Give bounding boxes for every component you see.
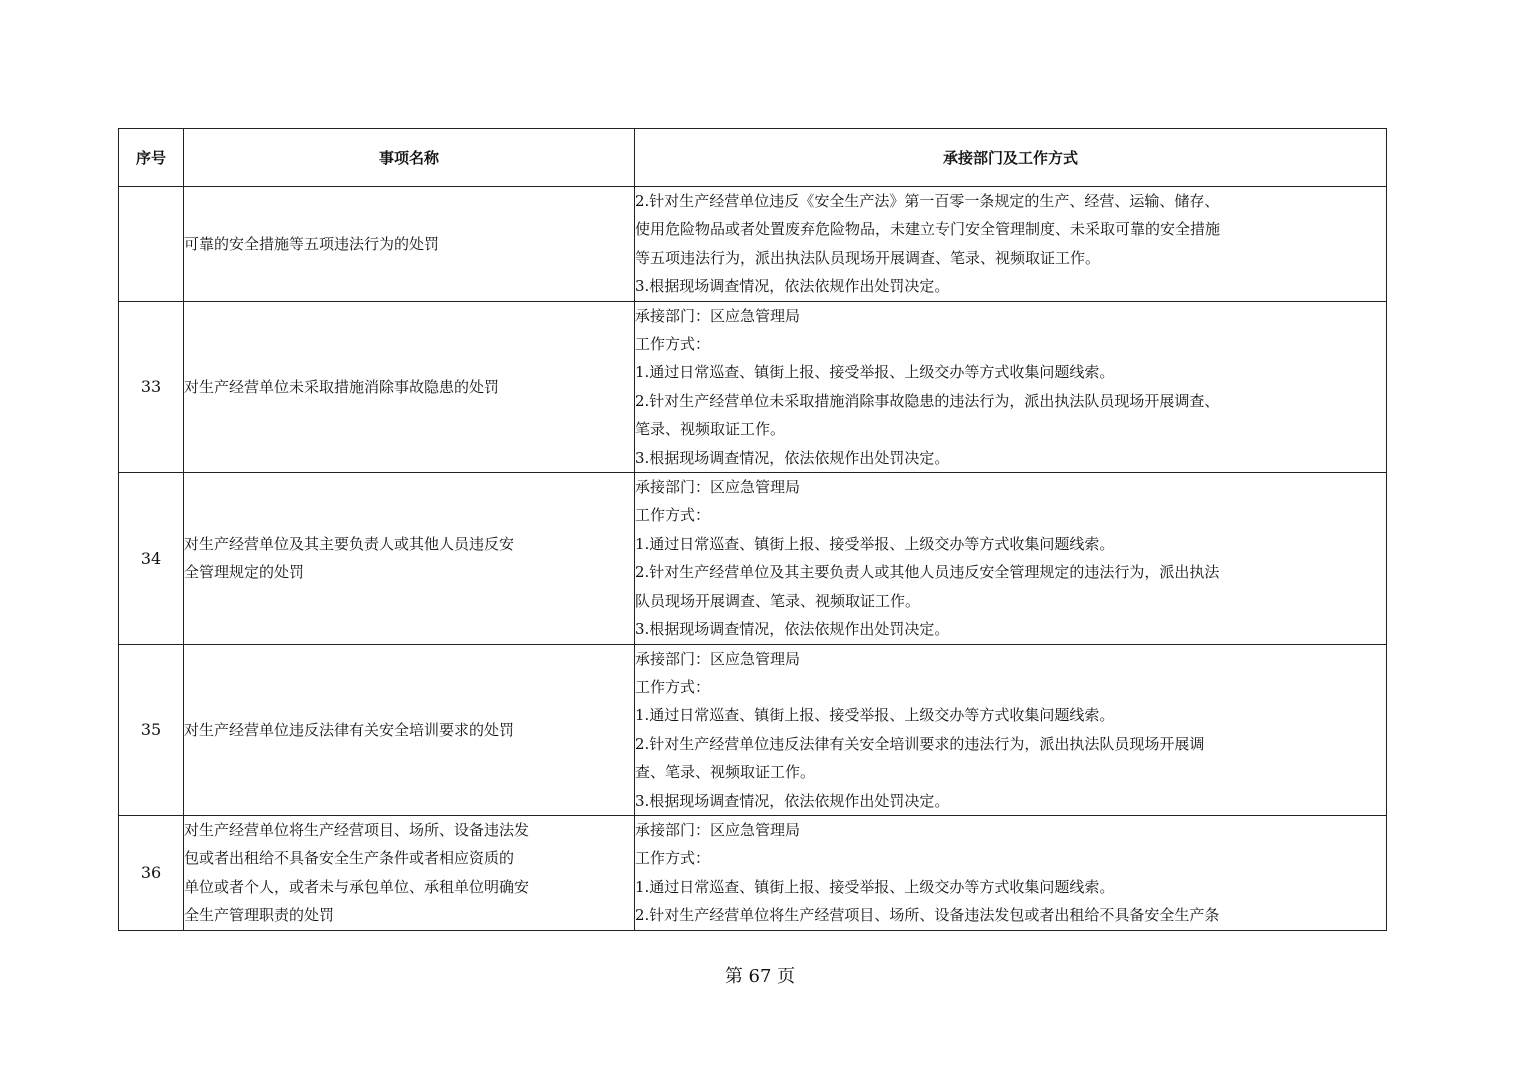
item-name-cell [184, 301, 635, 472]
method-line: 等五项违法行为，派出执法队员现场开展调查、笔录、视频取证工作。 [635, 248, 1101, 267]
method-line: 承接部门：区应急管理局 [635, 820, 801, 839]
method-line: 2.针对生产经营单位及其主要负责人或其他人员违反安全管理规定的违法行为，派出执法 [635, 563, 1220, 582]
method-line: 3.根据现场调查情况，依法依规作出处罚决定。 [635, 620, 950, 639]
method-line: 3.根据现场调查情况，依法依规作出处罚决定。 [635, 277, 950, 296]
serial-cell: 35 [119, 644, 184, 815]
serial-cell: 36 [119, 815, 184, 930]
serial-cell: 34 [119, 473, 184, 644]
item-name-cell [184, 473, 635, 644]
method-line: 1.通过日常巡查、镇街上报、接受举报、上级交办等方式收集问题线索。 [635, 706, 1115, 725]
item-name-cell [184, 187, 635, 302]
method-line: 3.根据现场调查情况，依法依规作出处罚决定。 [635, 791, 950, 810]
item-name-line: 对生产经营单位及其主要负责人或其他人员违反安 [184, 534, 515, 553]
item-name-line: 对生产经营单位将生产经营项目、场所、设备违法发 [184, 820, 530, 839]
method-cell [635, 187, 1387, 302]
item-name-line: 包或者出租给不具备安全生产条件或者相应资质的 [184, 849, 515, 868]
method-line: 工作方式： [635, 335, 711, 354]
method-line: 2.针对生产经营单位将生产经营项目、场所、设备违法发包或者出租给不具备安全生产条 [635, 906, 1220, 925]
item-name-line: 可靠的安全措施等五项违法行为的处罚 [184, 234, 440, 253]
method-line: 笔录、视频取证工作。 [635, 420, 786, 439]
page-number: 第 67 页 [724, 966, 796, 987]
item-name-line: 单位或者个人，或者未与承包单位、承租单位明确安 [184, 877, 530, 896]
header-item-name: 事项名称 [184, 129, 635, 187]
method-line: 1.通过日常巡查、镇街上报、接受举报、上级交办等方式收集问题线索。 [635, 877, 1115, 896]
item-name-line: 全生产管理职责的处罚 [184, 906, 335, 925]
method-line: 查、笔录、视频取证工作。 [635, 763, 816, 782]
method-cell [635, 473, 1387, 644]
method-cell [635, 301, 1387, 472]
method-line: 承接部门：区应急管理局 [635, 306, 801, 325]
method-line: 工作方式： [635, 506, 711, 525]
method-line: 工作方式： [635, 849, 711, 868]
header-serial: 序号 [119, 129, 184, 187]
method-line: 2.针对生产经营单位违反《安全生产法》第一百零一条规定的生产、经营、运输、储存、 [635, 192, 1220, 210]
item-name-cell [184, 644, 635, 815]
table-row [119, 187, 1387, 302]
method-line: 承接部门：区应急管理局 [635, 649, 801, 668]
method-line: 使用危险物品或者处置废弃危险物品，未建立专门安全管理制度、未采取可靠的安全措施 [635, 220, 1221, 239]
header-dept-method: 承接部门及工作方式 [635, 129, 1387, 187]
method-line: 队员现场开展调查、笔录、视频取证工作。 [635, 591, 921, 610]
item-name-cell [184, 815, 635, 930]
document-table [118, 128, 1387, 931]
table-header-row [119, 129, 1387, 187]
table-row [119, 301, 1387, 472]
item-name-line: 对生产经营单位未采取措施消除事故隐患的处罚 [184, 377, 500, 396]
method-line: 工作方式： [635, 677, 711, 696]
serial-cell: 33 [119, 301, 184, 472]
method-line: 3.根据现场调查情况，依法依规作出处罚决定。 [635, 448, 950, 467]
method-line: 1.通过日常巡查、镇街上报、接受举报、上级交办等方式收集问题线索。 [635, 363, 1115, 382]
item-name-line: 对生产经营单位违反法律有关安全培训要求的处罚 [184, 720, 515, 739]
method-cell [635, 815, 1387, 930]
method-line: 承接部门：区应急管理局 [635, 478, 801, 497]
method-line: 2.针对生产经营单位未采取措施消除事故隐患的违法行为，派出执法队员现场开展调查、 [635, 391, 1220, 410]
method-line: 1.通过日常巡查、镇街上报、接受举报、上级交办等方式收集问题线索。 [635, 534, 1115, 553]
method-line: 2.针对生产经营单位违反法律有关安全培训要求的违法行为，派出执法队员现场开展调 [635, 734, 1205, 753]
item-name-line: 全管理规定的处罚 [184, 563, 305, 582]
table-row [119, 815, 1387, 930]
method-cell [635, 644, 1387, 815]
serial-cell [119, 187, 184, 302]
table-row [119, 473, 1387, 644]
table-row [119, 644, 1387, 815]
